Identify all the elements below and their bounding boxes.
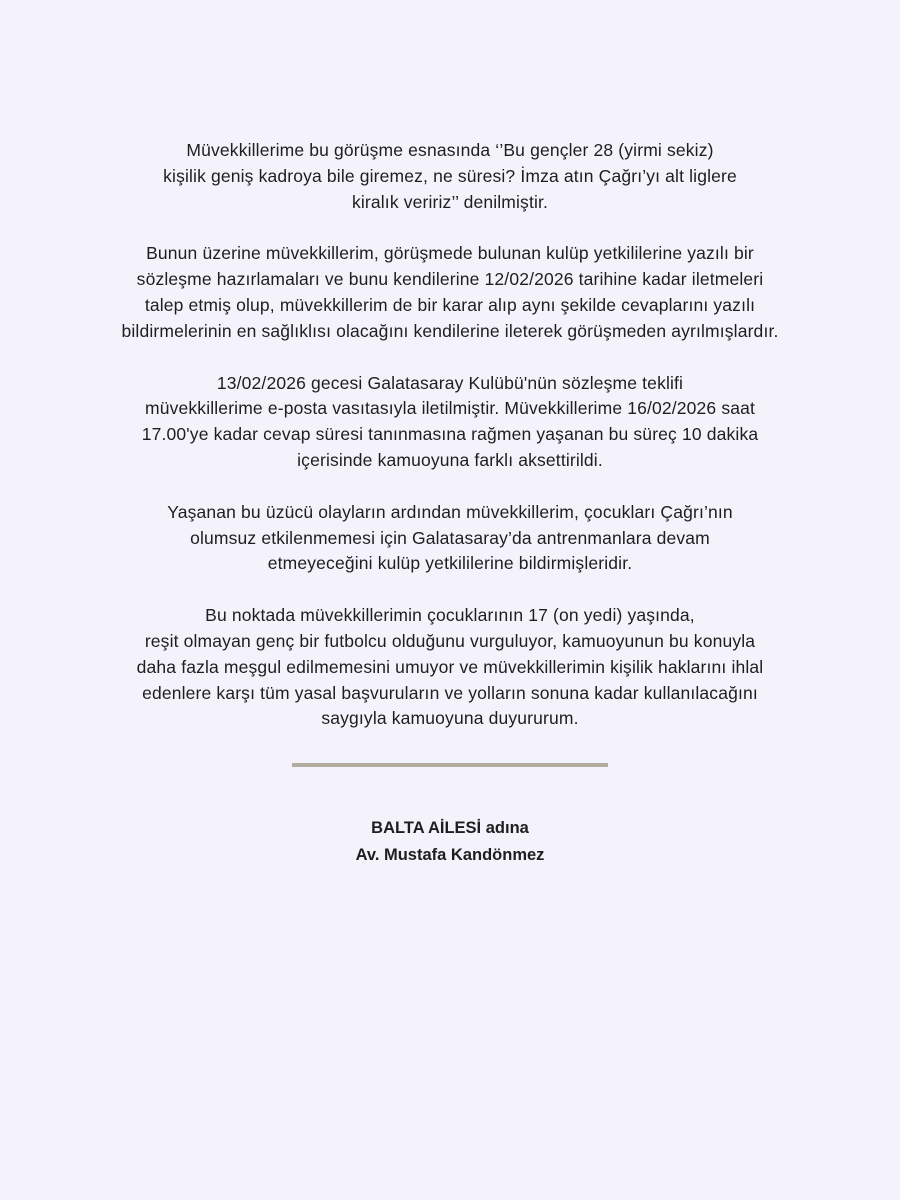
text-line: Bu noktada müvekkillerimin çocuklarının 17 (on yedi) yaşında, [205, 605, 695, 626]
text-line: kiralık veririz’’ denilmiştir. [351, 191, 549, 212]
text-line: 17.00'ye kadar cevap süresi tanınmasına rağmen yaşanan bu süreç 10 dakika [141, 424, 759, 445]
paragraph-2 [0, 241, 900, 344]
text-line: reşit olmayan genç bir futbolcu olduğunu vurguluyor, kamuoyunun bu konuyla [144, 630, 756, 651]
signature-lawyer: Av. Mustafa Kandönmez [355, 846, 545, 864]
text-line: Müvekkillerime bu görüşme esnasında ‘’Bu gençler 28 (yirmi sekiz) [186, 140, 714, 160]
text-line: edenlere karşı tüm yasal başvuruların ve yolların sonuna kadar kullanılacağını [142, 682, 758, 703]
statement-body [0, 138, 900, 758]
signature-family: BALTA AİLESİ adına [371, 819, 529, 837]
text-line: daha fazla meşgul edilmemesini umuyor ve müvekkillerimin kişilik haklarını ihlal [136, 656, 764, 677]
paragraph-3 [0, 371, 900, 474]
text-line: Bunun üzerine müvekkillerim, görüşmede bulunan kulüp yetkililerine yazılı bir [146, 243, 754, 264]
text-line: kişilik geniş kadroya bile giremez, ne süresi? İmza atın Çağrı’yı alt liglere [163, 165, 737, 186]
text-line: müvekkillerime e-posta vasıtasıyla iletilmiştir. Müvekkillerime 16/02/2026 saat [145, 398, 755, 419]
paragraph-1 [0, 138, 900, 215]
text-line: 13/02/2026 gecesi Galatasaray Kulübü'nün sözleşme teklifi [216, 372, 684, 393]
paragraph-5 [0, 603, 900, 732]
text-line: etmeyeceğini kulüp yetkililerine bildirmişleridir. [267, 553, 633, 574]
text-line: sözleşme hazırlamaları ve bunu kendilerine 12/02/2026 tarihine kadar iletmeleri [136, 269, 764, 290]
divider-line [292, 763, 608, 767]
text-line: içerisinde kamuoyuna farklı aksettirildi. [297, 449, 603, 470]
text-line: olumsuz etkilenmemesi için Galatasaray’da antrenmanlara devam [190, 527, 710, 548]
text-line: saygıyla kamuoyuna duyururum. [321, 708, 579, 729]
signature-block [0, 815, 900, 869]
text-line: bildirmelerinin en sağlıklısı olacağını kendilerine ileterek görüşmeden ayrılmışlardır. [121, 320, 779, 341]
paragraph-4 [0, 500, 900, 577]
text-line: talep etmiş olup, müvekkillerim de bir karar alıp aynı şekilde cevaplarını yazılı [144, 294, 756, 315]
text-line: Yaşanan bu üzücü olayların ardından müvekkillerim, çocukları Çağrı’nın [167, 501, 733, 522]
